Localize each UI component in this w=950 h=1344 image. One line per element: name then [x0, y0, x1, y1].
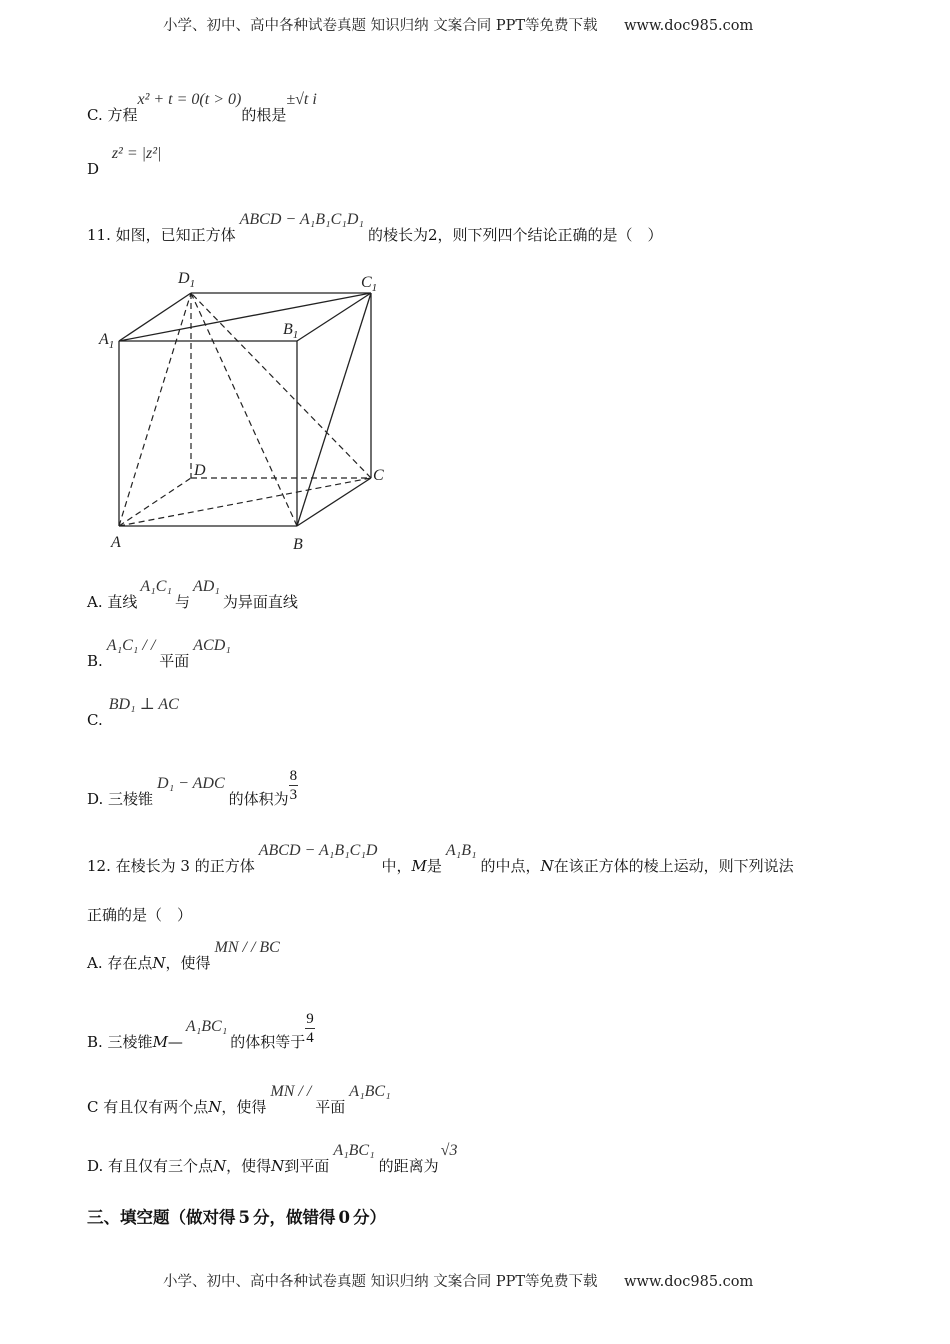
q12-a-n: N: [152, 954, 166, 972]
q11-a-math2: AD₁: [192, 578, 220, 595]
section3-title-post: 分）: [352, 1208, 386, 1227]
q12-c-math1: MN / /: [270, 1083, 312, 1100]
q12-stem-mid3: 的中点，: [480, 857, 541, 875]
q11-stem: [87, 211, 663, 244]
q12-d-mid: ，使得: [226, 1157, 272, 1175]
q12-option-b: [87, 1011, 315, 1055]
q12-option-a: [87, 939, 280, 972]
q11-stem-pre: 11. 如图，已知正方体: [87, 226, 236, 244]
q11-b-label: B.: [87, 652, 103, 670]
label-a1: $A_1$: [99, 331, 115, 351]
header-text: 小学、初中、高中各种试卷真题 知识归纳 文案合同 PPT等免费下载: [163, 18, 598, 34]
q12-d-n: N: [213, 1157, 227, 1175]
q11-b-math1: A₁C₁ / /: [106, 637, 156, 654]
q10-c-root: ±√t i: [286, 91, 317, 108]
q12-stem-n: N: [540, 857, 554, 875]
footer-text: 小学、初中、高中各种试卷真题 知识归纳 文案合同 PPT等免费下载: [163, 1274, 598, 1290]
q10-option-c: [87, 91, 317, 124]
segment-b-c1: [297, 293, 371, 526]
page-header: [163, 14, 753, 35]
q12-stem-mid2: 是: [426, 857, 442, 875]
q12-stem: [87, 842, 794, 875]
hidden-edge-a-d: [119, 478, 191, 526]
q12-c-math2: A₁BC₁: [349, 1083, 391, 1100]
label-d1: $D_1$: [178, 270, 196, 290]
footer-url[interactable]: www.doc985.com: [624, 1274, 754, 1290]
q12-b-mid: 的体积等于: [230, 1032, 306, 1051]
q11-option-a: [87, 578, 298, 611]
hidden-segment-a-d1: [119, 293, 191, 526]
q11-option-d: [87, 768, 298, 812]
hidden-segment-c-d1: [191, 293, 371, 478]
q11-d-label: D. 三棱锥: [87, 789, 154, 808]
q11-b-math2: ACD₁: [193, 637, 231, 654]
q12-b-numerator: 9: [306, 1011, 314, 1027]
q11-option-b: [87, 637, 231, 670]
q12-option-c: [87, 1083, 391, 1116]
q12-stem-mid1: 中，: [381, 857, 412, 875]
section3-title: [87, 1204, 386, 1228]
q11-b-mid: 平面: [159, 652, 190, 670]
q12-stem-post: 在该正方体的棱上运动，则下列说法: [553, 857, 794, 875]
q12-c-label: C 有且仅有两个点: [87, 1098, 209, 1116]
q11-d-denominator: 3: [289, 787, 298, 803]
q11-stem-math: ABCD − A₁B₁C₁D₁: [239, 211, 364, 228]
label-d: D: [194, 462, 206, 479]
q12-b-denominator: 4: [306, 1030, 314, 1046]
q11-a-math1: A₁C₁: [140, 578, 172, 595]
q12-stem-line2: 正确的是（ ）: [87, 906, 193, 924]
header-url[interactable]: www.doc985.com: [624, 18, 754, 34]
q11-d-math1: D₁ − ADC: [157, 774, 225, 792]
q10-c-equation: x² + t = 0(t > 0): [137, 91, 242, 108]
q12-stem-math: ABCD − A₁B₁C₁D: [258, 842, 378, 859]
cube-figure: [95, 262, 395, 557]
section3-num1: 5: [238, 1208, 250, 1227]
q12-c-n: N: [208, 1098, 222, 1116]
q11-d-numerator: 8: [289, 768, 298, 784]
q12-b-m: M: [152, 1032, 168, 1051]
q12-c-mid2: 平面: [315, 1098, 346, 1116]
q11-d-mid: 的体积为: [228, 789, 289, 808]
q12-option-d: [87, 1142, 458, 1175]
q12-c-mid: ，使得: [221, 1098, 267, 1116]
q12-stem-m: M: [411, 857, 427, 875]
page-footer: [163, 1270, 753, 1291]
q12-d-mid3: 的距离为: [378, 1157, 439, 1175]
q12-a-label: A. 存在点: [87, 954, 153, 972]
q12-a-math1: MN / / BC: [214, 939, 280, 956]
q11-c-label: C.: [87, 711, 103, 729]
q12-stem-pre: 12. 在棱长为 3 的正方体: [87, 857, 255, 875]
q11-a-post: 为异面直线: [222, 593, 298, 611]
q10-option-d: [87, 145, 162, 178]
q12-b-dash: —: [167, 1032, 183, 1051]
label-c: C: [373, 467, 384, 484]
q12-d-n2: N: [271, 1157, 285, 1175]
q10-c-mid: 的根是: [241, 106, 287, 124]
q12-b-label: B. 三棱锥: [87, 1032, 153, 1051]
section3-title-pre: 三、填空题（做对得: [87, 1208, 236, 1227]
q11-a-mid: 与: [174, 593, 190, 611]
label-a: A: [111, 534, 121, 551]
section3-num2: 0: [338, 1208, 350, 1227]
q12-b-fraction: [305, 1010, 315, 1047]
q10-c-label: C. 方程: [87, 106, 138, 124]
q11-a-label: A. 直线: [87, 593, 138, 611]
q10-d-label: D: [87, 160, 100, 178]
hidden-segment-b-d1: [191, 293, 297, 526]
q12-d-mid2: 到平面: [284, 1157, 330, 1175]
q12-a-mid: ，使得: [165, 954, 211, 972]
q11-d-fraction: [289, 767, 299, 804]
q10-d-equation: z² = |z²|: [111, 145, 162, 162]
q12-d-math1: A₁BC₁: [333, 1142, 375, 1159]
q11-stem-post: 的棱长为2，则下列四个结论正确的是（ ）: [367, 226, 663, 244]
label-c1: $C_1$: [361, 274, 378, 294]
q11-c-math1: BD₁ ⊥ AC: [108, 696, 179, 713]
section3-title-mid: 分，做错得: [252, 1208, 336, 1227]
label-b1: $B_1$: [283, 321, 299, 341]
q12-d-label: D. 有且仅有三个点: [87, 1157, 214, 1175]
q12-d-root: √3: [440, 1142, 458, 1159]
label-b: B: [293, 536, 303, 553]
edge-b-c: [297, 478, 371, 526]
q12-b-math1: A₁BC₁: [185, 1017, 228, 1035]
q12-stem-math2: A₁B₁: [445, 842, 477, 859]
q11-option-c: [87, 696, 179, 729]
